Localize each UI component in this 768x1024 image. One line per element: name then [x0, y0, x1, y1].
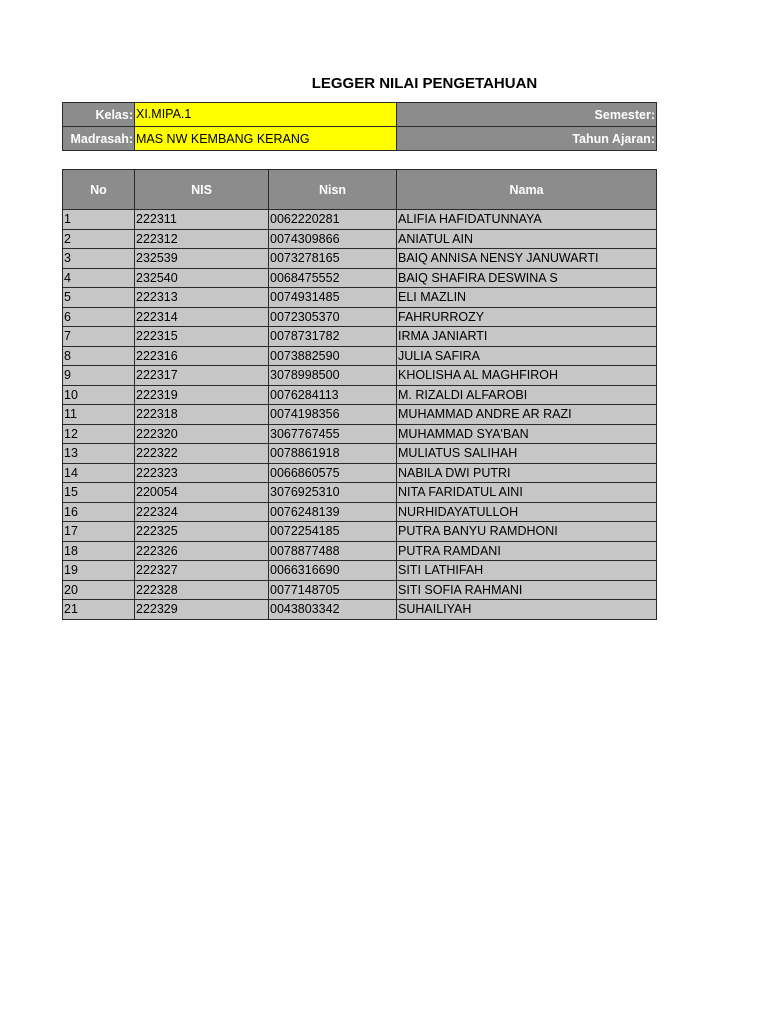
table-row: [63, 483, 657, 503]
table-row: [63, 600, 657, 620]
column-header-nis: NIS: [135, 170, 269, 210]
cell-nama[interactable]: PUTRA BANYU RAMDHONI: [397, 522, 657, 542]
cell-nama[interactable]: ELI MAZLIN: [397, 288, 657, 308]
cell-nama[interactable]: ALIFIA HAFIDATUNNAYA: [397, 210, 657, 230]
cell-nis[interactable]: 222313: [135, 288, 269, 308]
cell-no[interactable]: 6: [63, 307, 135, 327]
cell-nis[interactable]: 222328: [135, 580, 269, 600]
cell-no[interactable]: 12: [63, 424, 135, 444]
cell-nama[interactable]: JULIA SAFIRA: [397, 346, 657, 366]
cell-nis[interactable]: 222314: [135, 307, 269, 327]
table-row: [63, 502, 657, 522]
cell-nama[interactable]: BAIQ ANNISA NENSY JANUWARTI: [397, 249, 657, 269]
cell-nama[interactable]: NURHIDAYATULLOH: [397, 502, 657, 522]
cell-nis[interactable]: 222320: [135, 424, 269, 444]
cell-nama[interactable]: IRMA JANIARTI: [397, 327, 657, 347]
kelas-value[interactable]: XI.MIPA.1: [135, 103, 397, 127]
cell-no[interactable]: 8: [63, 346, 135, 366]
cell-nisn[interactable]: 3078998500: [269, 366, 397, 386]
cell-no[interactable]: 20: [63, 580, 135, 600]
table-header-row: [63, 170, 657, 210]
info-table: [62, 102, 657, 151]
student-table: [62, 169, 657, 620]
info-row-madrasah: [63, 127, 657, 151]
table-row: [63, 463, 657, 483]
madrasah-label: Madrasah:: [63, 127, 135, 151]
page-title: LEGGER NILAI PENGETAHUAN: [311, 75, 538, 92]
column-header-no: No: [63, 170, 135, 210]
cell-nisn[interactable]: 0073882590: [269, 346, 397, 366]
cell-nis[interactable]: 222311: [135, 210, 269, 230]
column-header-nisn: Nisn: [269, 170, 397, 210]
cell-nis[interactable]: 222329: [135, 600, 269, 620]
cell-nisn[interactable]: 0078731782: [269, 327, 397, 347]
cell-no[interactable]: 13: [63, 444, 135, 464]
cell-nis[interactable]: 222312: [135, 229, 269, 249]
cell-no[interactable]: 17: [63, 522, 135, 542]
cell-nama[interactable]: MULIATUS SALIHAH: [397, 444, 657, 464]
table-row: [63, 288, 657, 308]
cell-nisn[interactable]: 0072254185: [269, 522, 397, 542]
kelas-label: Kelas:: [63, 103, 135, 127]
cell-nama[interactable]: BAIQ SHAFIRA DESWINA S: [397, 268, 657, 288]
cell-nama[interactable]: SITI SOFIA RAHMANI: [397, 580, 657, 600]
cell-nisn[interactable]: 0074309866: [269, 229, 397, 249]
cell-nisn[interactable]: 0076284113: [269, 385, 397, 405]
cell-no[interactable]: 7: [63, 327, 135, 347]
cell-nama[interactable]: KHOLISHA AL MAGHFIROH: [397, 366, 657, 386]
table-row: [63, 249, 657, 269]
cell-nis[interactable]: 232539: [135, 249, 269, 269]
cell-no[interactable]: 1: [63, 210, 135, 230]
cell-nis[interactable]: 222316: [135, 346, 269, 366]
table-row: [63, 307, 657, 327]
cell-no[interactable]: 5: [63, 288, 135, 308]
table-row: [63, 405, 657, 425]
cell-nama[interactable]: NITA FARIDATUL AINI: [397, 483, 657, 503]
cell-nama[interactable]: SUHAILIYAH: [397, 600, 657, 620]
cell-nisn[interactable]: 0078877488: [269, 541, 397, 561]
cell-nisn[interactable]: 0073278165: [269, 249, 397, 269]
table-row: [63, 346, 657, 366]
tahun-ajaran-label: Tahun Ajaran:: [397, 127, 657, 151]
cell-nisn[interactable]: 0043803342: [269, 600, 397, 620]
cell-nisn[interactable]: 0072305370: [269, 307, 397, 327]
table-row: [63, 229, 657, 249]
info-row-kelas: [63, 103, 657, 127]
cell-nis[interactable]: 222323: [135, 463, 269, 483]
cell-nis[interactable]: 222327: [135, 561, 269, 581]
cell-no[interactable]: 2: [63, 229, 135, 249]
cell-nama[interactable]: ANIATUL AIN: [397, 229, 657, 249]
table-row: [63, 561, 657, 581]
cell-no[interactable]: 18: [63, 541, 135, 561]
cell-nisn[interactable]: 3067767455: [269, 424, 397, 444]
table-row: [63, 522, 657, 542]
cell-nis[interactable]: 220054: [135, 483, 269, 503]
cell-nis[interactable]: 222318: [135, 405, 269, 425]
table-row: [63, 385, 657, 405]
cell-no[interactable]: 16: [63, 502, 135, 522]
cell-nama[interactable]: SITI LATHIFAH: [397, 561, 657, 581]
madrasah-value[interactable]: MAS NW KEMBANG KERANG: [135, 127, 397, 151]
table-row: [63, 327, 657, 347]
cell-no[interactable]: 21: [63, 600, 135, 620]
cell-nisn[interactable]: 0074198356: [269, 405, 397, 425]
semester-label: Semester:: [397, 103, 657, 127]
cell-nisn[interactable]: 0062220281: [269, 210, 397, 230]
cell-no[interactable]: 4: [63, 268, 135, 288]
cell-nis[interactable]: 222315: [135, 327, 269, 347]
cell-nama[interactable]: MUHAMMAD SYA'BAN: [397, 424, 657, 444]
cell-nis[interactable]: 222319: [135, 385, 269, 405]
cell-no[interactable]: 10: [63, 385, 135, 405]
cell-nisn[interactable]: 0066860575: [269, 463, 397, 483]
column-header-nama: Nama: [397, 170, 657, 210]
cell-no[interactable]: 3: [63, 249, 135, 269]
cell-nisn[interactable]: 0074931485: [269, 288, 397, 308]
cell-nis[interactable]: 232540: [135, 268, 269, 288]
table-row: [63, 580, 657, 600]
cell-nisn[interactable]: 3076925310: [269, 483, 397, 503]
cell-nisn[interactable]: 0076248139: [269, 502, 397, 522]
cell-nis[interactable]: 222317: [135, 366, 269, 386]
cell-nis[interactable]: 222326: [135, 541, 269, 561]
cell-no[interactable]: 15: [63, 483, 135, 503]
cell-nama[interactable]: M. RIZALDI ALFAROBI: [397, 385, 657, 405]
cell-nama[interactable]: NABILA DWI PUTRI: [397, 463, 657, 483]
table-row: [63, 210, 657, 230]
cell-nis[interactable]: 222324: [135, 502, 269, 522]
cell-no[interactable]: 11: [63, 405, 135, 425]
cell-nis[interactable]: 222322: [135, 444, 269, 464]
table-row: [63, 444, 657, 464]
cell-nisn[interactable]: 0066316690: [269, 561, 397, 581]
cell-no[interactable]: 14: [63, 463, 135, 483]
table-row: [63, 268, 657, 288]
cell-no[interactable]: 19: [63, 561, 135, 581]
cell-nama[interactable]: PUTRA RAMDANI: [397, 541, 657, 561]
table-row: [63, 541, 657, 561]
cell-nisn[interactable]: 0077148705: [269, 580, 397, 600]
cell-no[interactable]: 9: [63, 366, 135, 386]
cell-nama[interactable]: MUHAMMAD ANDRE AR RAZI: [397, 405, 657, 425]
cell-nis[interactable]: 222325: [135, 522, 269, 542]
cell-nisn[interactable]: 0078861918: [269, 444, 397, 464]
cell-nama[interactable]: FAHRURROZY: [397, 307, 657, 327]
table-row: [63, 424, 657, 444]
student-table-body: [63, 210, 657, 620]
cell-nisn[interactable]: 0068475552: [269, 268, 397, 288]
table-row: [63, 366, 657, 386]
